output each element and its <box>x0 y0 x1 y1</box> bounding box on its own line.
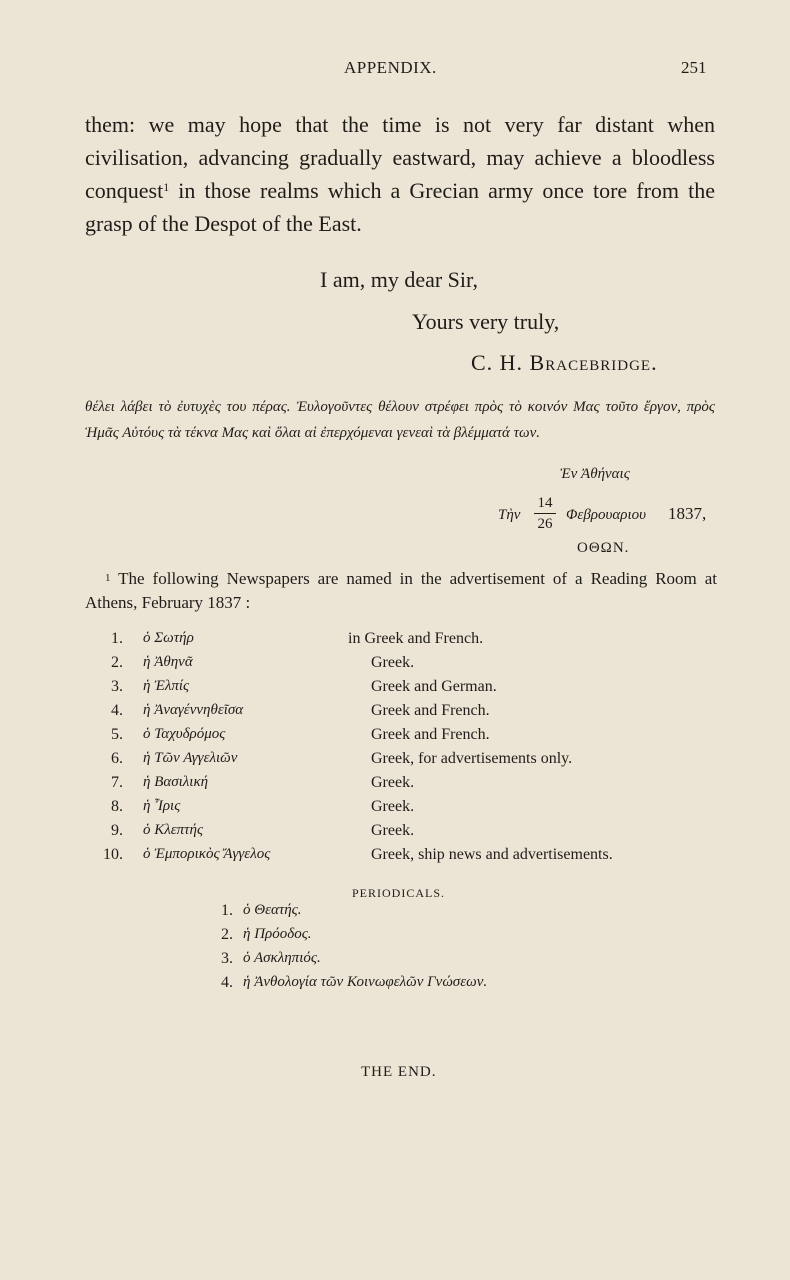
list-item <box>0 950 790 974</box>
dateline-year: 1837, <box>668 504 707 523</box>
page-number: 251 <box>681 58 707 77</box>
list-item <box>0 726 790 750</box>
periodical-name: ἡ Πρόοδος. <box>243 926 312 942</box>
body-paragraph <box>85 108 715 240</box>
newspaper-language: Greek. <box>371 774 415 791</box>
newspaper-language: Greek. <box>371 822 415 839</box>
item-number: 4. <box>111 702 123 719</box>
letter-body <box>85 108 715 240</box>
list-item <box>0 822 790 846</box>
newspaper-name: ἡ Βασιλική <box>143 774 209 790</box>
item-number: 1. <box>111 630 123 647</box>
item-number: 6. <box>111 750 123 767</box>
list-item <box>0 926 790 950</box>
day-top: 14 <box>537 495 553 511</box>
list-item <box>0 702 790 726</box>
item-number: 8. <box>111 798 123 815</box>
list-item <box>0 902 790 926</box>
dateline-place: Ἐν Ἀθήναις <box>560 466 630 482</box>
dateline-lead: Τὴν <box>498 507 521 523</box>
newspaper-language: Greek and German. <box>371 678 497 695</box>
list-item <box>0 798 790 822</box>
newspaper-name: ὁ Ἐμπορικὸς Ἄγγελος <box>143 846 271 862</box>
item-number: 2. <box>111 654 123 671</box>
item-number: 7. <box>111 774 123 791</box>
footnote-marker: 1 <box>105 572 111 584</box>
royal-signature: ΟΘΩΝ. <box>577 540 630 556</box>
periodicals-heading: PERIODICALS. <box>352 886 446 900</box>
list-item <box>0 750 790 774</box>
newspaper-name: ἡ Ἐλπίς <box>143 678 190 694</box>
footnote-text <box>85 567 717 615</box>
body-paragraph-start: them: we may hope that the time is not very far distant when civilisation, advancing gradually eastward, may achieve a bloodless conquest <box>85 112 715 203</box>
signature: C. H. Bracebridge. <box>471 350 658 375</box>
item-number: 1. <box>221 902 233 919</box>
newspaper-language: Greek and French. <box>371 702 490 719</box>
list-item <box>0 654 790 678</box>
greek-quotation: θέλει λάβει τὸ ἐυτυχὲς του πέρας. Ἐυλογοῦντες θέλουν στρέφει πρὸς τὸ κοινόν Μας τοῦτο ἔργον, πρὸς Ἡμᾶς Αὐτόυς τὰ τέκνα Μας καὶ ὅλαι αἱ ἐπερχόμεναι γενεαὶ τὰ βλέμματά των. <box>85 399 715 441</box>
dateline-month: Φεβρουαριου <box>566 507 647 523</box>
newspaper-language: Greek. <box>371 654 415 671</box>
newspaper-name: ὁ Σωτήρ <box>143 630 194 646</box>
periodical-name: ὁ Ασκληπιός. <box>243 950 321 966</box>
newspaper-language: Greek, ship news and advertisements. <box>371 846 613 863</box>
item-number: 5. <box>111 726 123 743</box>
the-end: THE END. <box>361 1064 437 1080</box>
newspaper-language: Greek, for advertisements only. <box>371 750 573 767</box>
periodical-name: ἡ Ἀνθολογία τῶν Κοινωφελῶν Γνώσεων. <box>243 974 488 990</box>
day-bottom: 26 <box>537 516 553 532</box>
list-item <box>0 630 790 654</box>
item-number: 3. <box>111 678 123 695</box>
page-header <box>0 58 790 82</box>
newspaper-name: ἡ Ἶρις <box>143 798 181 814</box>
list-item <box>0 846 790 870</box>
list-item <box>0 678 790 702</box>
running-head: APPENDIX. <box>344 58 437 77</box>
footnote-reference: 1 <box>163 180 170 194</box>
item-number: 10. <box>103 846 123 863</box>
fraction-bar <box>534 513 556 514</box>
footnote-body: The following Newspapers are named in the advertisement of a Reading Room at Athens, February 1837 : <box>85 569 717 612</box>
newspaper-language: Greek and French. <box>371 726 490 743</box>
item-number: 2. <box>221 926 233 943</box>
dateline-day-fraction <box>534 494 556 533</box>
item-number: 9. <box>111 822 123 839</box>
newspaper-language: in Greek and French. <box>348 630 484 647</box>
newspaper-name: ὁ Κλεπτής <box>143 822 204 838</box>
newspaper-name: ἡ Ἀθηνᾶ <box>143 654 193 670</box>
closing-salutation: I am, my dear Sir, <box>320 267 478 292</box>
newspaper-language: Greek. <box>371 798 415 815</box>
newspaper-name: ἡ Ἀναγέννηθεῖσα <box>143 702 244 718</box>
periodical-name: ὁ Θεατής. <box>243 902 302 918</box>
item-number: 4. <box>221 974 233 991</box>
list-item <box>0 774 790 798</box>
closing-valediction: Yours very truly, <box>412 309 560 334</box>
item-number: 3. <box>221 950 233 967</box>
body-paragraph-end: in those realms which a Grecian army once tore from the grasp of the Despot of the East. <box>85 178 715 236</box>
footnote <box>85 567 717 615</box>
newspaper-name: ὁ Ταχυδρόμος <box>143 726 226 742</box>
list-item <box>0 974 790 998</box>
newspaper-name: ἡ Τῶν Αγγελιῶν <box>143 750 238 766</box>
